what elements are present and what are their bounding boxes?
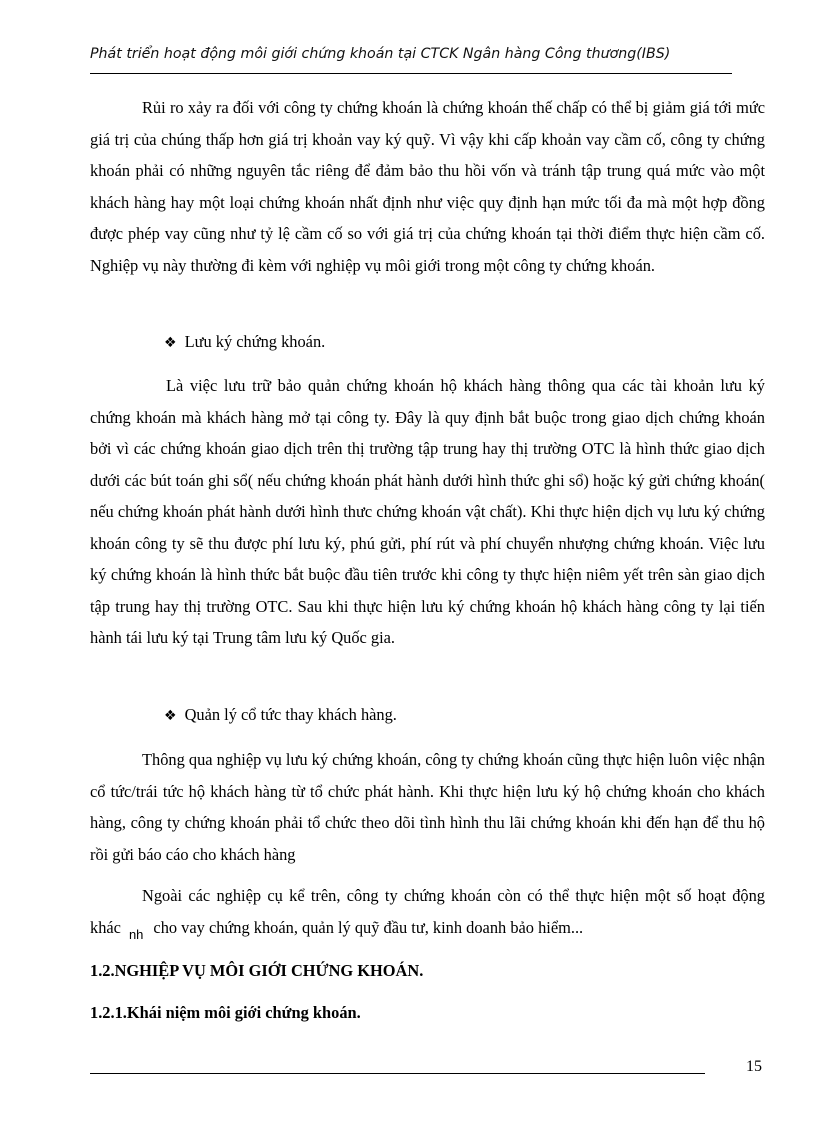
bullet-label: Quản lý cổ tức thay khách hàng.: [184, 705, 397, 724]
stray-text-nh: nh: [128, 926, 144, 942]
paragraph-custody: [90, 370, 765, 654]
paragraph-text-end: cho vay chứng khoán, quản lý quỹ đầu tư, kinh doanh bảo hiểm...: [153, 917, 584, 937]
paragraph-text-start: Ngoài các nghiệp cụ kể trên, công ty chứng khoán còn có thể thực hiện một số hoạt động khác: [90, 886, 765, 937]
section-heading: 1.2.NGHIỆP VỤ MÔI GIỚI CHỨNG KHOÁN.: [90, 961, 424, 980]
paragraph-text: [90, 880, 765, 944]
paragraph-margin-risk: [90, 92, 765, 281]
page-number: 15: [746, 1058, 762, 1075]
subsection-heading: 1.2.1.Khái niệm môi giới chứng khoán.: [90, 1003, 361, 1022]
paragraph-dividend: [90, 744, 765, 870]
footer-divider: [90, 1073, 705, 1074]
bullet-custody: [164, 332, 325, 352]
bullet-label: Lưu ký chứng khoán.: [184, 332, 326, 351]
paragraph-other-services: [90, 880, 765, 944]
diamond-bullet-icon: ❖: [164, 708, 177, 724]
paragraph-text: Là việc lưu trữ bảo quản chứng khoán hộ khách hàng thông qua các tài khoản lưu ký chứng khoán mà khách hàng mở tại công ty. Đây là quy định bắt buộc trong giao dịch chứng khoán bởi vì các chứng khoán giao dịch trên thị trường tập trung hay thị trường OTC là hình thức giao dịch dưới các bút toán ghi sổ( nếu chứng khoán phát hành dưới hình thức ghi sổ) hoặc ký gửi chứng khoán( nếu chứng khoán phát hành dưới hình thưc chứng khoán vật chất). Khi thực hiện dịch vụ lưu ký chứng khoán công ty sẽ thu được phí lưu ký, phú gửi, phí rút và phí chuyển nhượng chứng khoán. Việc lưu ký chứng khoán là hình thức bắt buộc đầu tiên trước khi công ty thực hiện niêm yết trên sàn giao dịch tập trung hay thị trường OTC. Sau khi thực hiện lưu ký chứng khoán hộ khách hàng công ty lại tiến hành tái lưu ký tại Trung tâm lưu ký Quốc gia.: [90, 376, 765, 647]
diamond-bullet-icon: ❖: [164, 335, 177, 351]
running-header: Phát triển hoạt động môi giới chứng khoán tại CTCK Ngân hàng Công thương(IBS): [90, 46, 671, 62]
header-divider: [90, 73, 732, 74]
paragraph-text: Thông qua nghiệp vụ lưu ký chứng khoán, công ty chứng khoán cũng thực hiện luôn việc nhận cổ tức/trái tức hộ khách hàng từ tổ chức phát hành. Khi thực hiện lưu ký hộ chứng khoán cho khách hàng, công ty chứng khoán phải tổ chức theo dõi tình hình thu lãi chứng khoán khi đến hạn để thu hộ rồi gửi báo cáo cho khách hàng: [90, 750, 765, 864]
bullet-dividend: [164, 705, 397, 725]
paragraph-text: Rủi ro xảy ra đối với công ty chứng khoán là chứng khoán thế chấp có thể bị giảm giá tới mức giá trị của chúng thấp hơn giá trị khoản vay ký quỹ. Vì vậy khi cấp khoản vay cầm cố, công ty chứng khoán phải có những nguyên tắc riêng để đảm bảo thu hồi vốn và tránh tập trung quá mức vào một khách hàng hay một loại chứng khoán nhất định như việc quy định hạn mức tối đa mà một hợp đồng được phép vay cũng như tỷ lệ cầm cố so với giá trị của chứng khoán tại thời điểm thực hiện cầm cố. Nghiệp vụ này thường đi kèm với nghiệp vụ môi giới trong một công ty chứng khoán.: [90, 98, 765, 275]
